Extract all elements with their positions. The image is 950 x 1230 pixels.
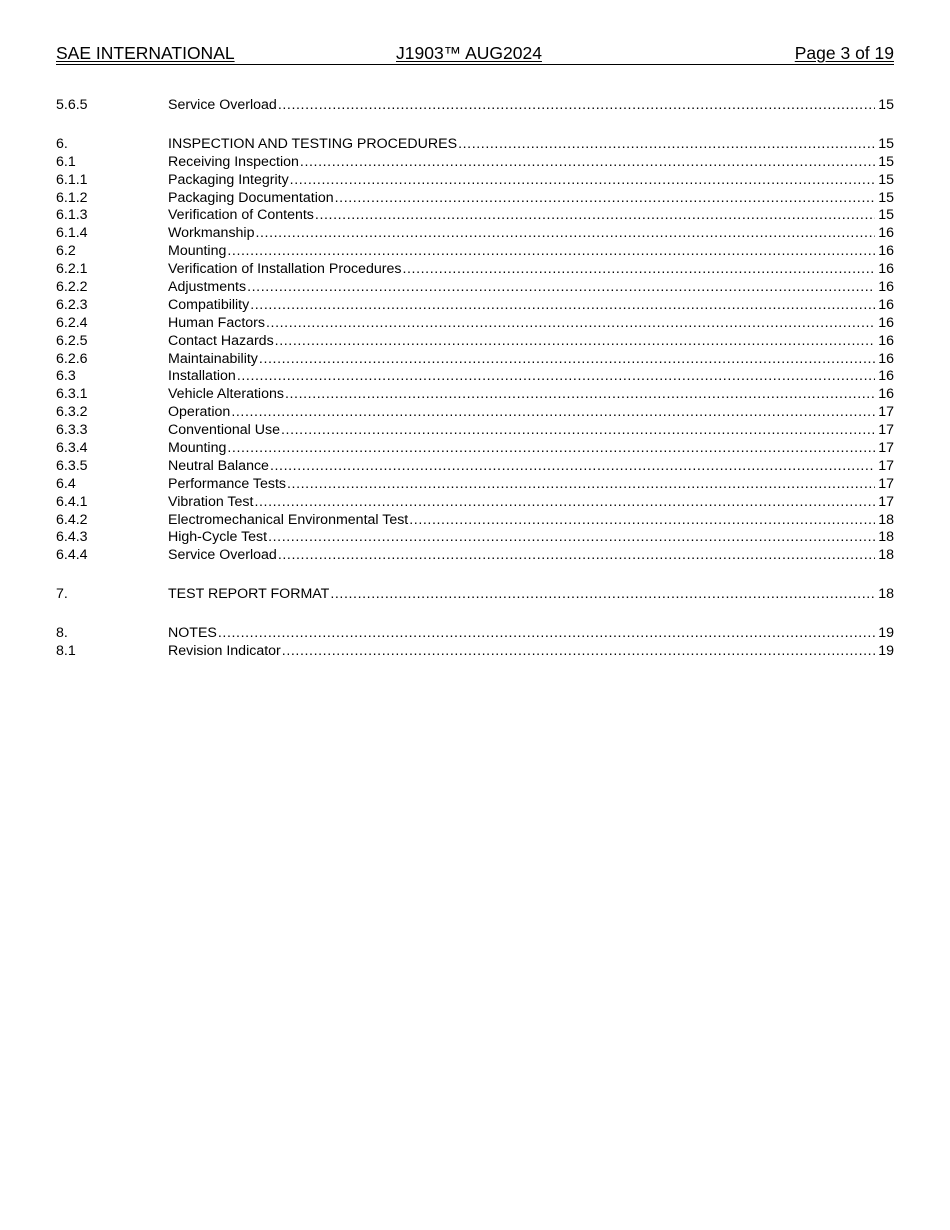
toc-entry-title-wrap: [168, 261, 875, 279]
toc-entry-page: 17: [878, 404, 894, 421]
toc-entry-number: 6.2.1: [56, 261, 88, 278]
toc-leader-dots: [330, 586, 875, 604]
toc-entry[interactable]: [56, 458, 894, 476]
toc-entry-title-wrap: [168, 225, 875, 243]
toc-leader-dots: [300, 154, 875, 172]
toc-entry-page: 16: [878, 243, 894, 260]
toc-entry-title-wrap: [168, 136, 875, 154]
toc-entry[interactable]: [56, 512, 894, 530]
toc-leader-dots: [281, 422, 875, 440]
toc-entry[interactable]: [56, 297, 894, 315]
toc-entry-number: 6.3: [56, 368, 76, 385]
toc-entry-page: 15: [878, 207, 894, 224]
toc-entry-page: 15: [878, 171, 894, 188]
toc-entry[interactable]: [56, 625, 894, 643]
toc-entry-title: Workmanship: [168, 225, 255, 242]
toc-entry-number: 6.3.3: [56, 422, 88, 439]
toc-entry-page: 16: [878, 350, 894, 367]
toc-entry-title: Installation: [168, 368, 236, 385]
toc-entry-number: 6.4.4: [56, 547, 88, 564]
toc-entry-title-wrap: [168, 279, 875, 297]
toc-entry-title: Verification of Installation Procedures: [168, 261, 402, 278]
toc-entry[interactable]: [56, 643, 894, 661]
toc-entry[interactable]: [56, 136, 894, 154]
toc-leader-dots: [278, 547, 875, 565]
toc-entry-page: 15: [878, 153, 894, 170]
toc-entry-page: 16: [878, 368, 894, 385]
toc-entry-number: 6.2.2: [56, 279, 88, 296]
toc-leader-dots: [402, 261, 875, 279]
toc-leader-dots: [255, 225, 875, 243]
toc-entry-title-wrap: [168, 547, 875, 565]
toc-entry-title: NOTES: [168, 625, 217, 642]
toc-entry-title: Packaging Documentation: [168, 189, 334, 206]
toc-entry-page: 16: [878, 261, 894, 278]
toc-entry-title-wrap: [168, 512, 875, 530]
toc-entry-title-wrap: [168, 458, 875, 476]
toc-entry[interactable]: [56, 207, 894, 225]
toc-leader-dots: [282, 643, 875, 661]
toc-entry-title: Performance Tests: [168, 475, 287, 492]
toc-entry[interactable]: [56, 547, 894, 565]
toc-leader-dots: [285, 386, 875, 404]
toc-entry-title-wrap: [168, 297, 875, 315]
toc-entry[interactable]: [56, 315, 894, 333]
toc-entry-title: High-Cycle Test: [168, 529, 268, 546]
toc-entry[interactable]: [56, 261, 894, 279]
toc-entry-page: 19: [878, 643, 894, 660]
toc-entry-number: 6.1.2: [56, 189, 88, 206]
toc-entry[interactable]: [56, 97, 894, 115]
toc-entry-title: Service Overload: [168, 97, 277, 113]
toc-leader-dots: [227, 243, 875, 261]
toc-entry-page: 17: [878, 475, 894, 492]
toc-entry-title: Packaging Integrity: [168, 171, 289, 188]
toc-entry-title-wrap: [168, 368, 875, 386]
toc-entry-title-wrap: [168, 190, 875, 208]
toc-leader-dots: [231, 404, 875, 422]
toc-entry-page: 18: [878, 547, 894, 564]
toc-leader-dots: [335, 190, 876, 208]
toc-entry-title-wrap: [168, 243, 875, 261]
toc-entry-number: 6.1.1: [56, 171, 88, 188]
toc-entry[interactable]: [56, 368, 894, 386]
toc-entry-title-wrap: [168, 172, 875, 190]
toc-entry-page: 18: [878, 586, 894, 603]
toc-entry-title: TEST REPORT FORMAT: [168, 586, 330, 603]
toc-entry-page: 16: [878, 386, 894, 403]
toc-leader-dots: [458, 136, 875, 154]
toc-entry-title-wrap: [168, 494, 875, 512]
toc-entry-number: 6.4.2: [56, 511, 88, 528]
toc-leader-dots: [259, 351, 875, 369]
toc-entry-title-wrap: [168, 422, 875, 440]
toc-leader-dots: [227, 440, 875, 458]
toc-leader-dots: [278, 97, 875, 115]
toc-entry[interactable]: [56, 243, 894, 261]
toc-entry-title: Neutral Balance: [168, 457, 269, 474]
toc-entry-title-wrap: [168, 440, 875, 458]
toc-entry-title: Contact Hazards: [168, 332, 274, 349]
toc-entry-page: 17: [878, 422, 894, 439]
toc-entry-title: Verification of Contents: [168, 207, 314, 224]
toc-entry[interactable]: [56, 529, 894, 547]
toc-entry-number: 7.: [56, 586, 68, 603]
toc-entry-title-wrap: [168, 529, 875, 547]
toc-entry-number: 6.2: [56, 243, 76, 260]
toc-entry-number: 6.2.5: [56, 332, 88, 349]
toc-entry-page: 16: [878, 225, 894, 242]
toc-entry-title: Human Factors: [168, 314, 265, 331]
toc-entry-title: INSPECTION AND TESTING PROCEDURES: [168, 135, 458, 152]
toc-entry-title-wrap: [168, 333, 875, 351]
header-organization: SAE INTERNATIONAL: [56, 43, 235, 63]
toc-entry-page: 16: [878, 296, 894, 313]
toc-entry-page: 16: [878, 279, 894, 296]
toc-entry-title: Receiving Inspection: [168, 153, 299, 170]
toc-entry-title: Service Overload: [168, 547, 277, 564]
toc-entry-title: Conventional Use: [168, 422, 280, 439]
toc-entry-title-wrap: [168, 625, 875, 643]
toc-entry-title-wrap: [168, 207, 875, 225]
toc-entry-page: 16: [878, 332, 894, 349]
toc-entry-page: 16: [878, 314, 894, 331]
toc-leader-dots: [247, 279, 875, 297]
toc-entry[interactable]: [56, 190, 894, 208]
toc-entry-page: 15: [878, 189, 894, 206]
toc-entry[interactable]: [56, 386, 894, 404]
toc-entry[interactable]: [56, 422, 894, 440]
toc-entry-title-wrap: [168, 404, 875, 422]
toc-entry[interactable]: [56, 494, 894, 512]
toc-entry-page: 17: [878, 440, 894, 457]
toc-entry-title: Vibration Test: [168, 493, 254, 510]
toc-entry-page: 18: [878, 529, 894, 546]
toc-entry-page: 15: [878, 97, 894, 113]
toc-entry-number: 6.3.4: [56, 440, 88, 457]
toc-entry-number: 6.2.6: [56, 350, 88, 367]
toc-leader-dots: [218, 625, 875, 643]
toc-entry-title: Vehicle Alterations: [168, 386, 284, 403]
toc-entry-title: Maintainability: [168, 350, 258, 367]
toc-entry-title-wrap: [168, 643, 875, 661]
toc-entry-title: Adjustments: [168, 279, 247, 296]
toc-entry-number: 6.3.1: [56, 386, 88, 403]
toc-entry-number: 6.4: [56, 475, 76, 492]
toc-entry-number: 6.1.3: [56, 207, 88, 224]
toc-entry-number: 6.4.1: [56, 493, 88, 510]
toc-entry-number: 6.4.3: [56, 529, 88, 546]
toc-leader-dots: [275, 333, 876, 351]
toc-entry[interactable]: [56, 476, 894, 494]
toc-leader-dots: [266, 315, 875, 333]
toc-leader-dots: [290, 172, 876, 190]
toc-leader-dots: [268, 529, 875, 547]
toc-entry-number: 6.1.4: [56, 225, 88, 242]
toc-leader-dots: [237, 368, 875, 386]
toc-entry-title: Mounting: [168, 243, 227, 260]
toc-entry-page: 17: [878, 493, 894, 510]
toc-leader-dots: [270, 458, 875, 476]
toc-entry-number: 8.: [56, 625, 68, 642]
toc-entry-number: 5.6.5: [56, 97, 88, 113]
toc-entry-page: 15: [878, 135, 894, 152]
toc-entry[interactable]: [56, 279, 894, 297]
toc-entry-number: 6.3.5: [56, 457, 88, 474]
toc-entry[interactable]: [56, 154, 894, 172]
toc-entry-number: 6.3.2: [56, 404, 88, 421]
toc-entry-number: 6.: [56, 135, 68, 152]
toc-entry[interactable]: [56, 172, 894, 190]
toc-leader-dots: [409, 512, 875, 530]
toc-entry-title-wrap: [168, 97, 875, 115]
toc-entry-title-wrap: [168, 586, 875, 604]
toc-leader-dots: [254, 494, 875, 512]
table-of-contents: [56, 97, 894, 661]
toc-entry-title: Electromechanical Environmental Test: [168, 511, 409, 528]
toc-entry[interactable]: [56, 404, 894, 422]
toc-entry-number: 6.2.3: [56, 296, 88, 313]
toc-entry[interactable]: [56, 333, 894, 351]
toc-leader-dots: [315, 207, 875, 225]
toc-entry[interactable]: [56, 586, 894, 604]
page-header: [56, 42, 894, 65]
header-document-id: J1903™ AUG2024: [396, 43, 542, 63]
toc-entry-title-wrap: [168, 315, 875, 333]
toc-entry-page: 18: [878, 511, 894, 528]
toc-entry-title: Mounting: [168, 440, 227, 457]
toc-leader-dots: [250, 297, 875, 315]
header-page-number: Page 3 of 19: [794, 43, 894, 63]
toc-entry[interactable]: [56, 351, 894, 369]
toc-entry-number: 6.2.4: [56, 314, 88, 331]
toc-entry-page: 17: [878, 457, 894, 474]
toc-entry-title-wrap: [168, 386, 875, 404]
toc-entry[interactable]: [56, 440, 894, 458]
toc-entry[interactable]: [56, 225, 894, 243]
toc-leader-dots: [287, 476, 875, 494]
toc-entry-title: Revision Indicator: [168, 643, 281, 660]
toc-entry-number: 8.1: [56, 643, 76, 660]
toc-entry-page: 19: [878, 625, 894, 642]
toc-entry-title: Operation: [168, 404, 231, 421]
toc-entry-number: 6.1: [56, 153, 76, 170]
toc-entry-title-wrap: [168, 154, 875, 172]
toc-entry-title: Compatibility: [168, 296, 250, 313]
toc-entry-title-wrap: [168, 476, 875, 494]
toc-entry-title-wrap: [168, 351, 875, 369]
